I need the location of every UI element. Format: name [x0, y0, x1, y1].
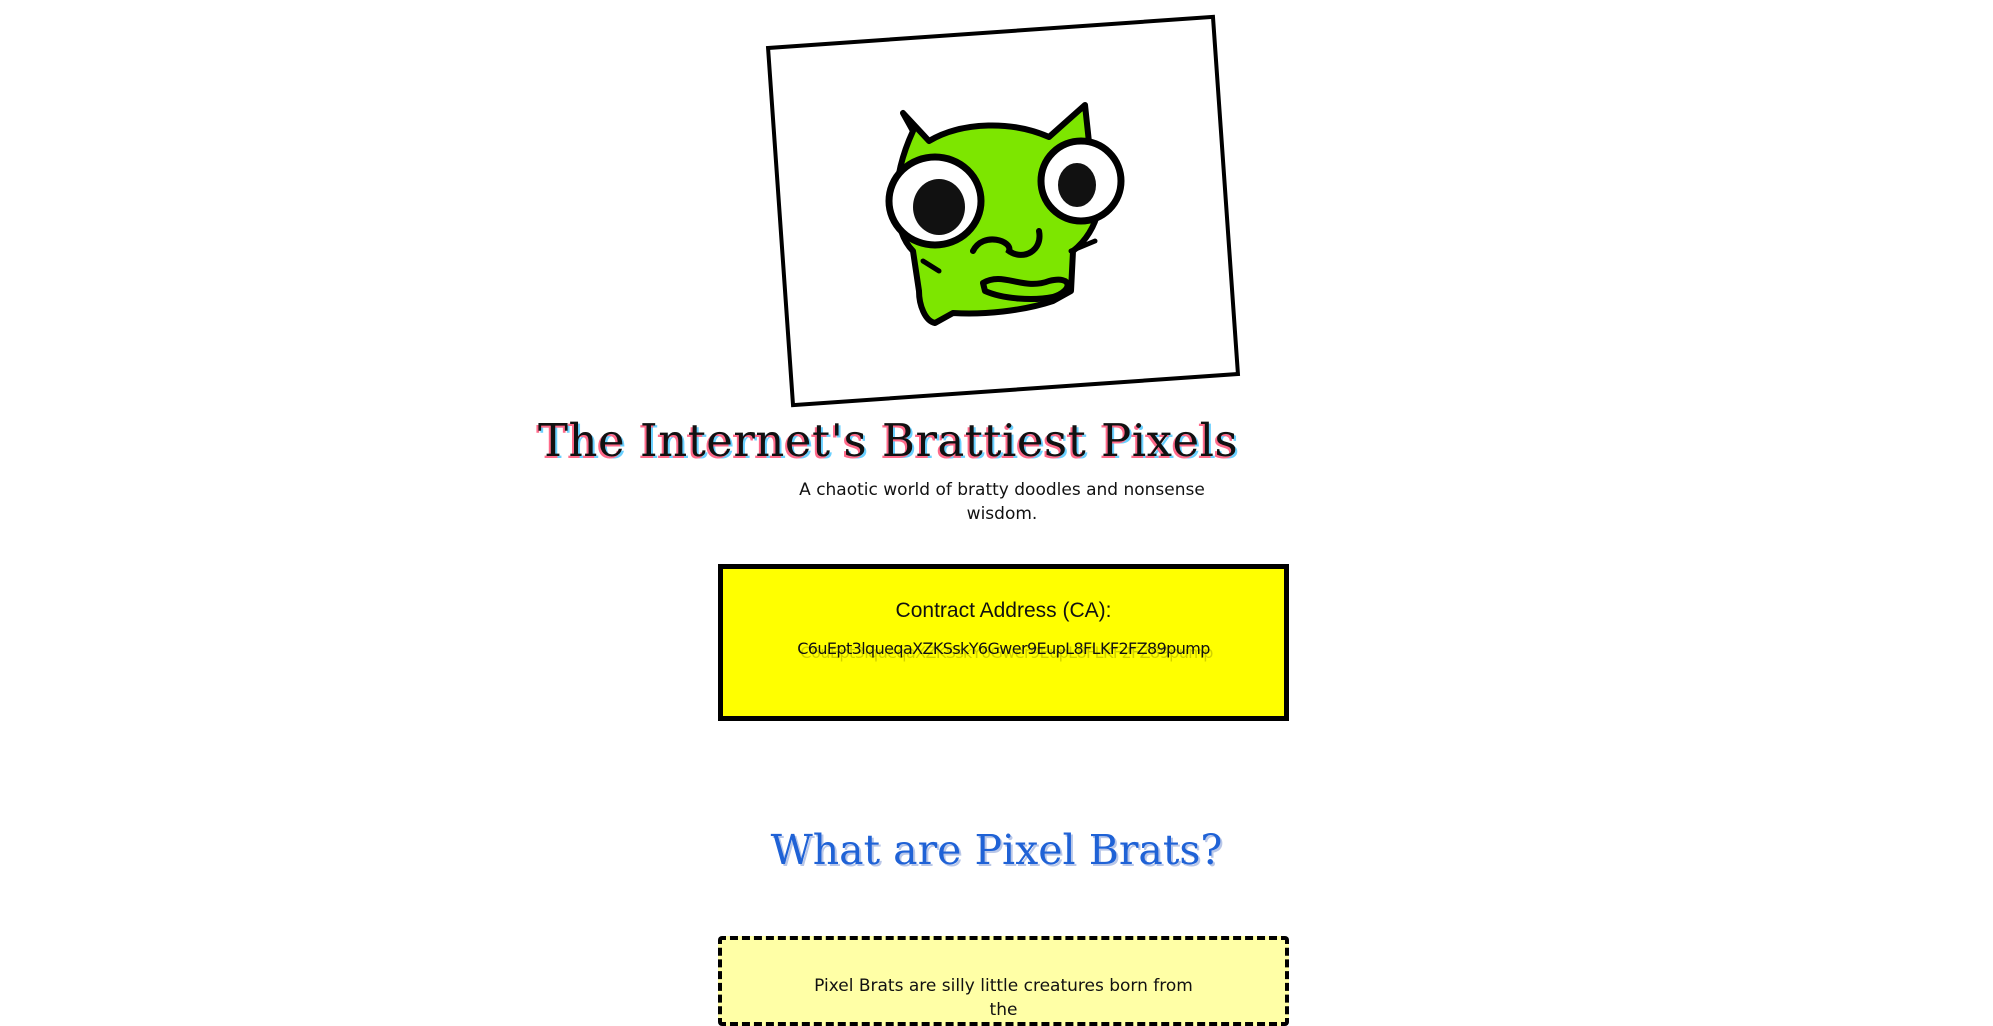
- contract-address-label: Contract Address (CA):: [895, 599, 1112, 622]
- green-cat-doodle-icon: [873, 91, 1133, 331]
- contract-address-box: [718, 564, 1289, 721]
- contract-address-value[interactable]: C6uEpt3lqueqaXZKSskY6Gwer9EupL8FLKF2FZ89pump: [797, 639, 1210, 658]
- about-section-title: What are Pixel Brats?: [770, 826, 1223, 874]
- site-title: The Internet's Brattiest Pixels: [538, 414, 1239, 467]
- about-box: [718, 936, 1289, 1026]
- tagline: A chaotic world of bratty doodles and nonsense wisdom.: [799, 480, 1205, 524]
- about-text: Pixel Brats are silly little creatures born from the: [814, 976, 1193, 1020]
- hero-image-frame: [766, 15, 1240, 408]
